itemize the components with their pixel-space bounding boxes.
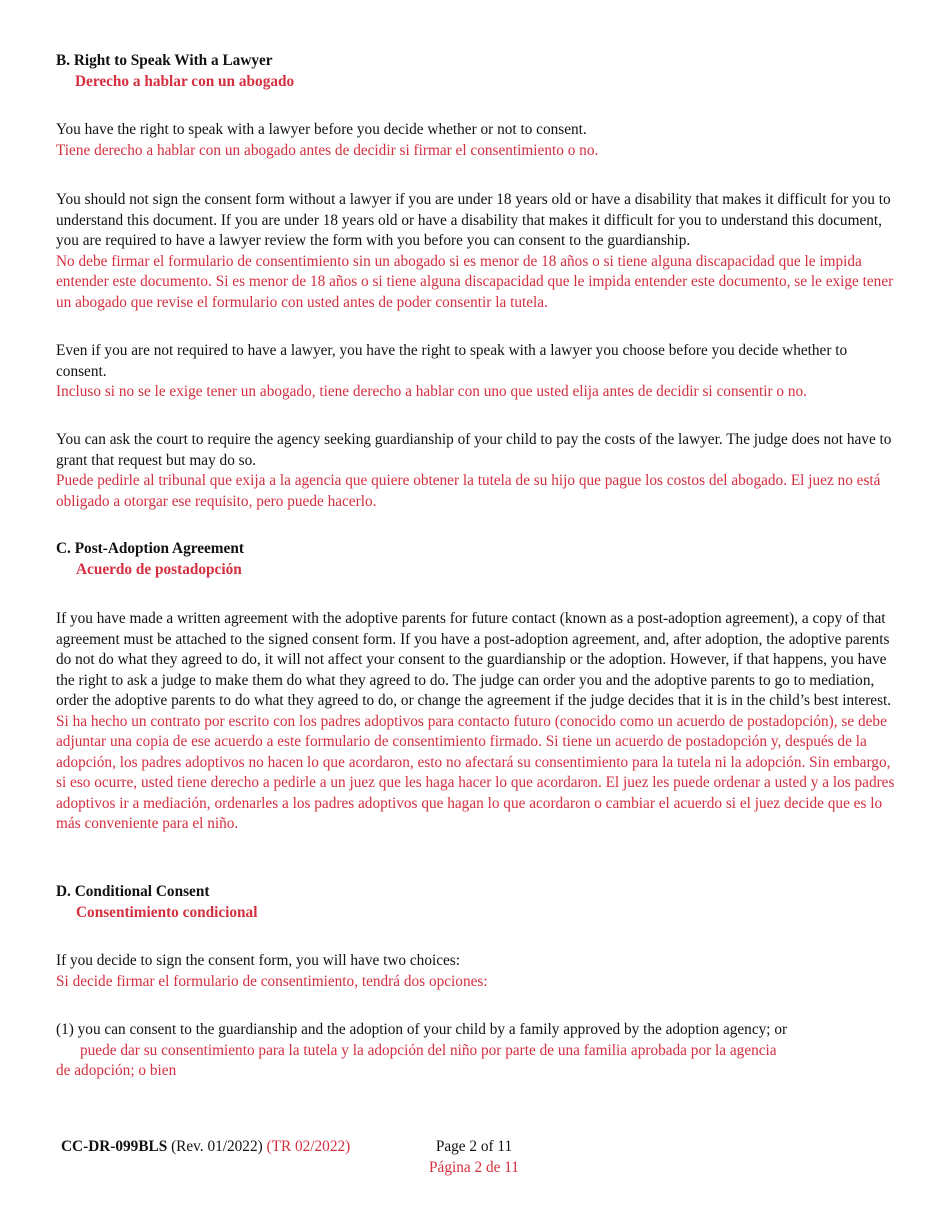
section-b-paragraph-2 [56, 190, 898, 313]
section-c-header [56, 539, 898, 580]
form-translation-revision: (TR 02/2022) [266, 1138, 351, 1155]
list-item-en: (1) you can consent to the guardianship and the adoption of your child by a family approved by the adoption agency; or [56, 1021, 788, 1038]
paragraph-es: Tiene derecho a hablar con un abogado antes de decidir si firmar el consentimiento o no. [56, 141, 599, 159]
paragraph-en: You can ask the court to require the agency seeking guardianship of your child to pay the costs of the lawyer. The judge does not have to grant that request but may do so. [56, 431, 892, 469]
section-d-header [56, 882, 898, 923]
section-d-heading: D. Conditional Consent [56, 883, 210, 900]
section-c-heading: C. Post-Adoption Agreement [56, 540, 244, 557]
list-item-es-line-2: de adopción; o bien [56, 1062, 177, 1079]
paragraph-en: If you decide to sign the consent form, you will have two choices: [56, 952, 460, 969]
page-number-es: Página 2 de 11 [429, 1158, 519, 1176]
paragraph-es: No debe firmar el formulario de consentimiento sin un abogado si es menor de 18 años o si tiene alguna discapacidad que le impida entender este documento. Si es menor de 18 años o si tiene alguna discapacidad que le impida entender este documento, se le exige tener un abogado que revise el formulario con usted antes de poder consentir la tutela. [56, 252, 894, 311]
form-id: CC-DR-099BLS [61, 1138, 168, 1155]
section-b-paragraph-4 [56, 430, 898, 512]
paragraph-en: If you have made a written agreement with the adoptive parents for future contact (known as a post-adoption agreement), a copy of that agreement must be attached to the signed consent form. If you have a post-adoption agreement, and, after adoption, the adoptive parents do not do what they agreed to do, it will not affect your consent to the guardianship or the adoption. However, if that happens, you have the right to ask a judge to make them do what they agreed to do. The judge can order you and the adoptive parents to go to mediation, order the adoptive parents to do what they agreed to do, or change the agreement if the judge decides that it is in the child’s best interest. [56, 610, 892, 709]
section-b-heading-es: Derecho a hablar con un abogado [75, 72, 295, 90]
footer-page-number [424, 1137, 524, 1178]
section-c-paragraph-1 [56, 609, 898, 835]
footer-form-info [61, 1137, 350, 1158]
page-number: Page 2 of 11 [435, 1138, 513, 1155]
section-b-header [56, 51, 898, 92]
section-d-heading-es: Consentimiento condicional [76, 903, 258, 921]
paragraph-es: Si ha hecho un contrato por escrito con los padres adoptivos para contacto futuro (conocido como un acuerdo de postadopción), se debe adjuntar una copia de ese acuerdo a este formulario de consentimiento firmado. Si tiene un acuerdo de postadopción y, después de la adopción, los padres adoptivos no hacen lo que acordaron, esto no afectará su consentimiento para la tutela ni la adopción. Sin embargo, si eso ocurre, usted tiene derecho a pedirle a un juez que les haga hacer lo que acordaron. El juez les puede ordenar a usted y a los padres adoptivos ir a mediación, ordenarles a los padres adoptivos que hagan lo que acordaron o cambiar el acuerdo si el juez decide que es lo más conveniente para el niño. [56, 712, 895, 832]
paragraph-en: You have the right to speak with a lawyer before you decide whether or not to consent. [56, 121, 587, 138]
section-b-heading: B. Right to Speak With a Lawyer [56, 52, 273, 69]
paragraph-es: Puede pedirle al tribunal que exija a la agencia que quiere obtener la tutela de su hijo que pague los costos del abogado. El juez no está obligado a otorgar ese requisito, pero puede hacerlo. [56, 472, 881, 510]
paragraph-es: Si decide firmar el formulario de consentimiento, tendrá dos opciones: [56, 972, 488, 990]
section-b-paragraph-3 [56, 341, 898, 403]
paragraph-en: You should not sign the consent form without a lawyer if you are under 18 years old or have a disability that makes it difficult for you to understand this document. If you are under 18 years old or have a disability that makes it difficult for you to understand this document, you are required to have a lawyer review the form with you before you can consent to the guardianship. [56, 191, 891, 249]
section-c-heading-es: Acuerdo de postadopción [76, 560, 242, 578]
section-d-paragraph-1 [56, 951, 898, 992]
list-item-es-line-1: puede dar su consentimiento para la tutela y la adopción del niño por parte de una familia aprobada por la agencia [80, 1041, 777, 1059]
paragraph-es: Incluso si no se le exige tener un abogado, tiene derecho a hablar con uno que usted elija antes de decidir si consentir o no. [56, 383, 807, 400]
section-b-paragraph-1 [56, 120, 898, 161]
paragraph-en: Even if you are not required to have a lawyer, you have the right to speak with a lawyer you choose before you decide whether to consent. [56, 342, 848, 380]
section-d-list-item-1 [56, 1020, 898, 1082]
form-revision: (Rev. 01/2022) [171, 1138, 263, 1155]
